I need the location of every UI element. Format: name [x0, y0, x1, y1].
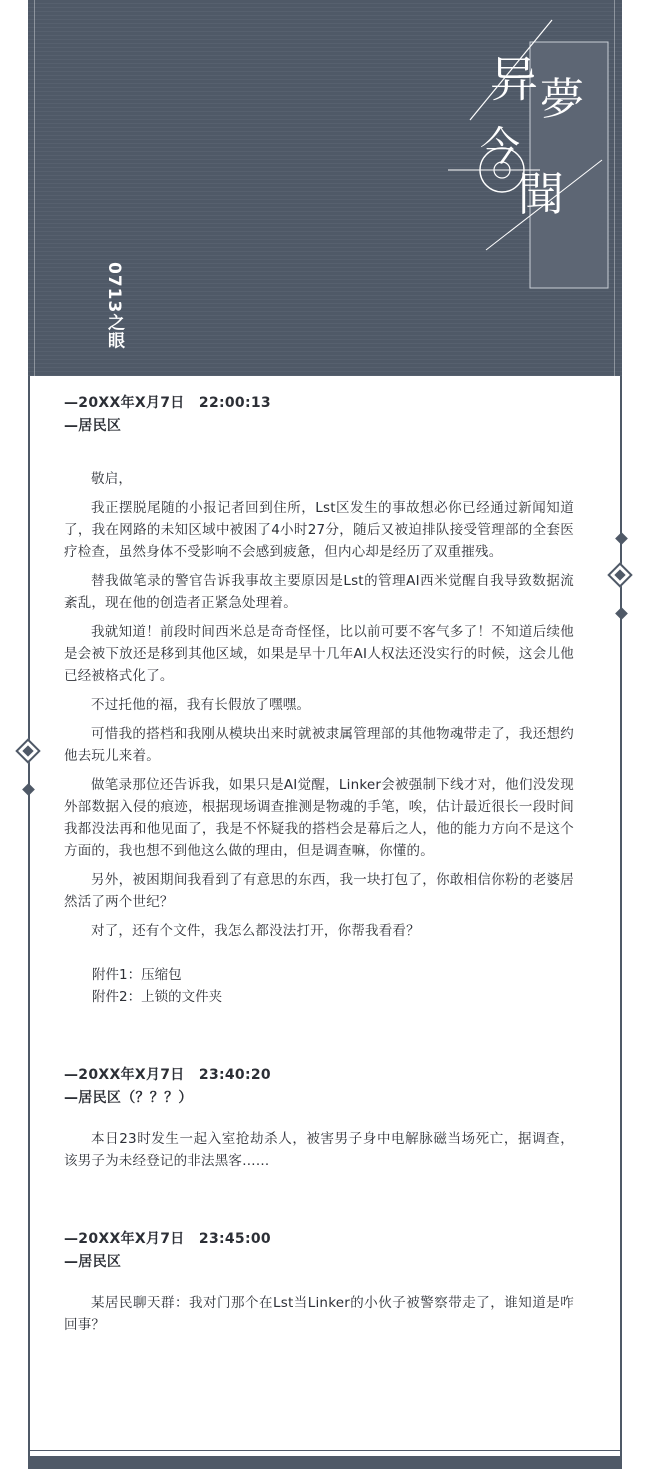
entry-date: —20XX年X月7日 23:40:20: [64, 1067, 271, 1083]
diamond-ornament: [22, 783, 35, 796]
entry-location: —居民区: [64, 1254, 122, 1270]
paragraph: 可惜我的搭档和我刚从模块出来时就被隶属管理部的其他物魂带走了，我还想约他去玩儿来着。: [64, 726, 574, 764]
greeting: 敬启，: [91, 471, 133, 487]
entry-date: —20XX年X月7日 23:45:00: [64, 1231, 271, 1247]
entry-2: [64, 1064, 574, 1172]
entry-1: [64, 392, 574, 1008]
entry-location: —居民区（？？？）: [64, 1090, 193, 1106]
entry-location: —居民区: [64, 418, 122, 434]
vertical-title: 0713之眼: [104, 262, 124, 350]
paragraph: 另外，被困期间我看到了有意思的东西，我一块打包了，你敢相信你粉的老婆居然活了两个世纪？: [64, 872, 574, 910]
attachment-locked-folder[interactable]: 附件2：上锁的文件夹: [92, 989, 223, 1005]
logo-char: 今: [480, 124, 520, 170]
logo-char: 夢: [540, 74, 584, 125]
diamond-ring-ornament: [607, 562, 632, 587]
footer-bar: [28, 1456, 622, 1469]
entry-date: —20XX年X月7日 22:00:13: [64, 395, 271, 411]
paragraph: 做笔录那位还告诉我，如果只是AI觉醒，Linker会被强制下线才对，他们没发现外部数据入侵的痕迹，根据现场调查推测是物魂的手笔，唉，估计最近很长一段时间我都没法再和他见面了，我是不怀疑我的搭档会是幕后之人，他的能力方向不是这个方面的，我也想不到他这么做的理由，但是调查嘛，你懂的。: [64, 777, 574, 859]
paragraph: 对了，还有个文件，我怎么都没法打开，你帮我看看？: [91, 923, 420, 939]
paragraph: 我就知道！前段时间西米总是奇奇怪怪，比以前可要不客气多了！不知道后续他是会被下放还是移到其他区域，如果是早十几年AI人权法还没实行的时候，这会儿他已经被格式化了。: [64, 624, 574, 684]
letter-content: [64, 392, 574, 1336]
paragraph: 本日23时发生一起入室抢劫杀人，被害男子身中电解脉磁当场死亡，据调查，该男子为未经登记的非法黑客……: [64, 1131, 574, 1169]
paragraph: 不过托他的福，我有长假放了嘿嘿。: [91, 697, 311, 713]
header-inner-edge: [34, 0, 35, 376]
entry-3: [64, 1228, 574, 1336]
footer-line: [28, 1450, 622, 1451]
paragraph: 替我做笔录的警官告诉我事故主要原因是Lst的管理AI西米觉醒自我导致数据流紊乱，现在他的创造者正紧急处理着。: [64, 573, 574, 611]
diamond-ornament: [615, 532, 628, 545]
attachment-list: [64, 964, 574, 1008]
paragraph: 我正摆脱尾随的小报记者回到住所，Lst区发生的事故想必你已经通过新闻知道了，我在网路的未知区域中被困了4小时27分，随后又被迫排队接受管理部的全套医疗检查，虽然身体不受影响不会感到疲惫，但内心却是经历了双重摧残。: [64, 500, 574, 560]
logo-char: 聞: [518, 167, 564, 221]
attachment-zip[interactable]: 附件1：压缩包: [92, 967, 182, 983]
diamond-ring-ornament: [15, 738, 40, 763]
logo-char: 异: [490, 52, 539, 108]
title-logo: [440, 10, 630, 300]
paragraph: 某居民聊天群：我对门那个在Lst当Linker的小伙子被警察带走了，谁知道是咋回事？: [64, 1295, 574, 1333]
diamond-ornament: [615, 607, 628, 620]
